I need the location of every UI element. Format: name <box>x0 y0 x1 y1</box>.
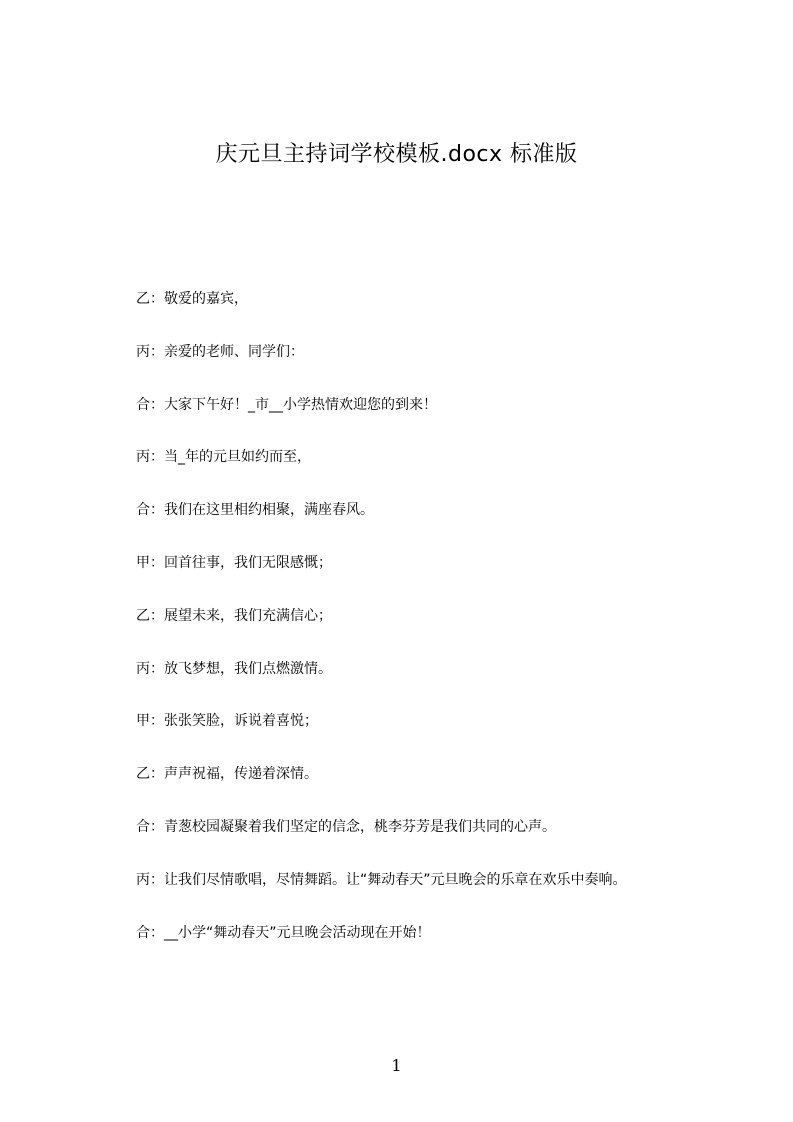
script-line: 丙：当_年的元旦如约而至， <box>136 449 311 466</box>
page-number: 1 <box>391 1056 402 1075</box>
script-line: 合：大家下午好！_市__小学热情欢迎您的到来！ <box>136 396 437 413</box>
document-title: 庆元旦主持词学校模板.docx 标准版 <box>215 142 578 167</box>
script-line: 丙：让我们尽情歌唱，尽情舞蹈。让“舞动春天”元旦晚会的乐章在欢乐中奏响。 <box>136 871 627 888</box>
script-line: 合：青葱校园凝聚着我们坚定的信念，桃李芬芳是我们共同的心声。 <box>136 818 556 835</box>
script-line: 丙：亲爱的老师、同学们： <box>136 343 304 360</box>
script-lines <box>136 288 756 974</box>
script-line: 乙：声声祝福，传递着深情。 <box>136 766 318 783</box>
script-line: 丙：放飞梦想，我们点燃激情。 <box>136 660 332 677</box>
script-line: 乙：敬爱的嘉宾， <box>136 291 248 307</box>
script-line: 甲：张张笑脸，诉说着喜悦； <box>136 713 318 730</box>
script-line: 合：__小学“舞动春天”元旦晚会活动现在开始！ <box>136 924 431 941</box>
script-line: 乙：展望未来，我们充满信心； <box>136 607 332 624</box>
script-line: 合：我们在这里相约相聚，满座春风。 <box>136 502 374 519</box>
script-line: 甲：回首往事，我们无限感慨； <box>136 554 332 571</box>
